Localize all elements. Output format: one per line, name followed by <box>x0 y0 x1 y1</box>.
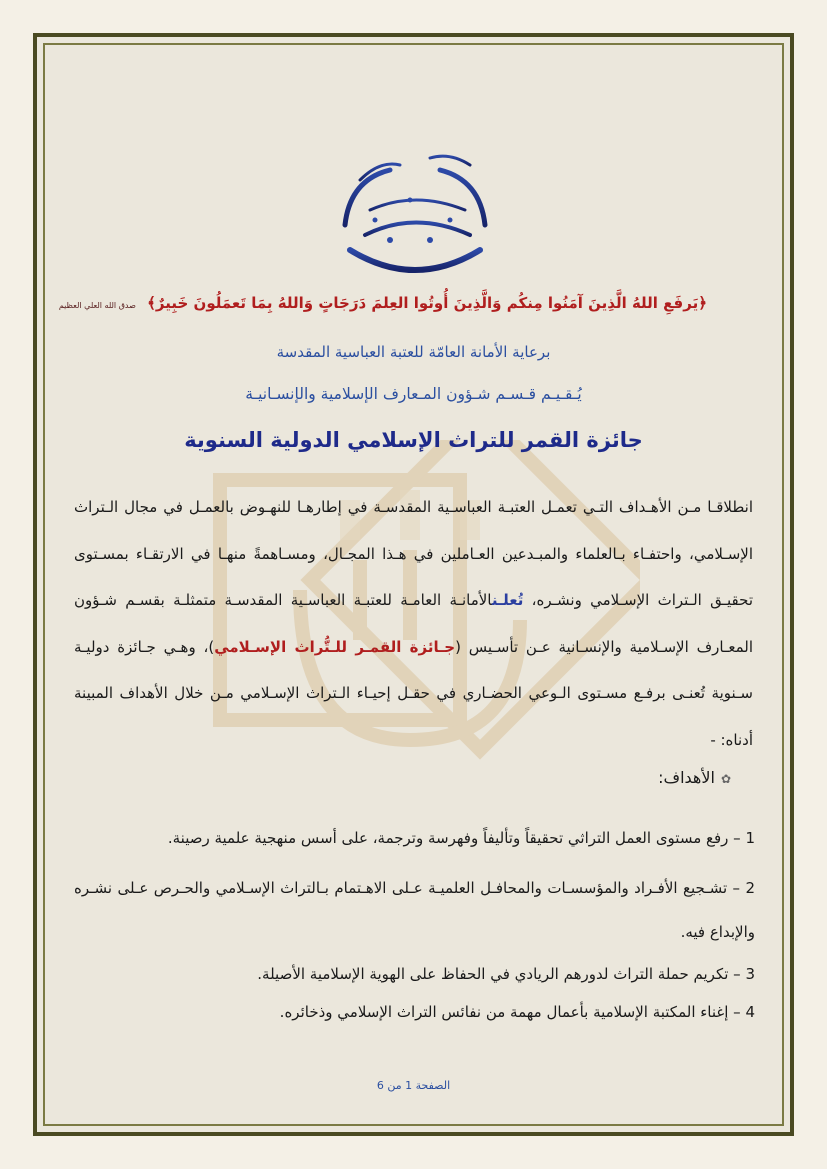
intro-part1: انطلاقـا مـن الأهـداف التـي تعمـل العتبـة العباسـية المقدسـة في إطارهـا للنهـوض بالعمـل في مجال الـتراث الإسـلامي، واحتفـاء بـالعلماء والمبـدعين العـاملين في هـذا المجـال، ومسـاهمةً منهـا في الارتقـاء بمسـتوى تحقيـق الـتراث الإسـلامي ونشـره، <box>74 498 753 609</box>
quran-verse <box>58 294 707 312</box>
page-number: الصفحة 1 من 6 <box>376 1079 451 1092</box>
goal-item-2: 2 – تشـجيع الأفـراد والمؤسسـات والمحافـل العلميـة عـلى الاهـتمام بـالتراث الإسـلامي والحـرص عـلى نشـره والإبداع فيه. <box>74 879 755 941</box>
intro-prize-name: جـائزة القمـر للـتُّراث الإسـلامي <box>214 637 456 656</box>
intro-part3: )، وهـي جـائزة دوليـة سـنوية تُعنـى برفـع مسـتوى الـوعي الحضـاري في حقـل إحيـاء الـتراث الإسـلامي مـن خلال الأهداف المبينة أدناه: - <box>74 637 753 749</box>
goals-heading-text: الأهداف: <box>658 768 715 787</box>
goal-item-4: 4 – إغناء المكتبة الإسلامية بأعمال مهمة من نفائس التراث الإسلامي وذخائره. <box>279 1003 755 1021</box>
verse-attribution: صدق الله العلي العظيم <box>58 301 136 310</box>
goal-item-3: 3 – تكريم حملة التراث لدورهم الريادي في الحفاظ على الهوية الإسلامية الأصيلة. <box>257 965 755 983</box>
intro-paragraph <box>74 484 753 763</box>
flower-bullet-icon: ✿ <box>720 772 731 786</box>
intro-part2: الأمانـة العامـة للعتبـة العباسـية المقدسـة متمثلـة بقسـم شـؤون المعـارف الإسـلامية والإنسـانية عـن تأسـيس ( <box>74 591 753 656</box>
verse-text: ﴿يَرفَعِ اللهُ الَّذِينَ آمَنُوا مِنكُم وَالَّذِينَ أُوتُوا العِلمَ دَرَجَاتٍ وَاللهُ بِمَا تَعمَلُونَ خَبِيرٌ﴾ <box>147 294 707 312</box>
basmala-calligraphy <box>320 140 510 290</box>
prize-title: جائزة القمر للتراث الإسلامي الدولية السنوية <box>184 428 643 452</box>
patron-line: برعاية الأمانة العامّة للعتبة العباسية المقدسة <box>276 343 551 361</box>
goal-item-1: 1 – رفع مستوى العمل التراثي تحقيقاً وتأليفاً وفهرسة وترجمة، على أسس منهجية علمية رصينة. <box>167 829 755 847</box>
goals-heading <box>658 768 731 787</box>
department-line: يُـقـيـم قـسـم شـؤون المـعارف الإسلامية والإنسـانيـة <box>245 385 582 403</box>
intro-announce: تُعلـن <box>491 591 524 609</box>
